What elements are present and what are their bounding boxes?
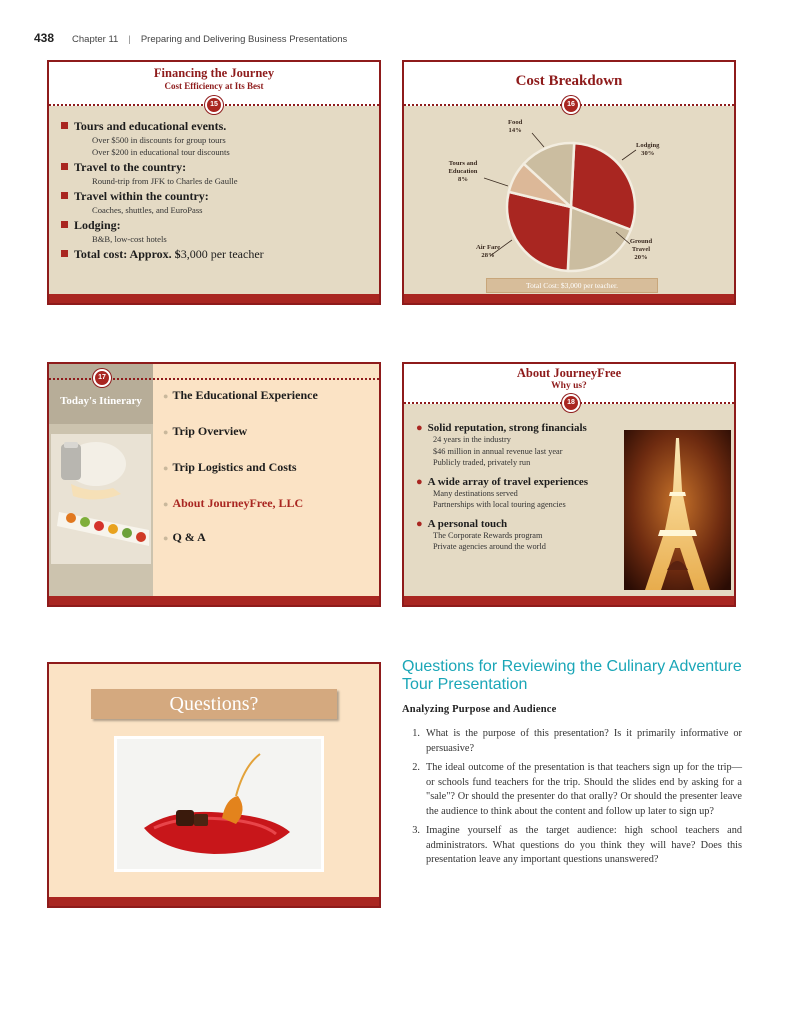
pie-leader-line xyxy=(484,178,508,186)
review-questions xyxy=(402,658,742,873)
food-photo-image xyxy=(51,434,151,564)
slide-subtitle: Cost Efficiency at Its Best xyxy=(164,81,264,91)
question-item: 2. The ideal outcome of the presentation is that teachers sign up for the trip—or schools fund teachers for the trip. Should the slides end by asking for a "sale"? Or should the presenter do that orally? Or should the presenter leave the audience to think about the content and follow up later to sign up? xyxy=(412,762,742,817)
list-item: ● A personal touch The Corporate Rewards program Private agencies around the world xyxy=(416,517,546,551)
bullet-icon xyxy=(61,122,68,129)
bullet-icon: ● xyxy=(416,422,423,434)
slide-questions xyxy=(47,662,381,908)
pie-label-airfare: Air Fare 28% xyxy=(475,244,501,259)
bullet-detail: B&B, low-cost hotels xyxy=(92,234,167,244)
pie-leader-line xyxy=(622,150,636,160)
bullet-icon xyxy=(61,250,68,257)
bullet-icon: ● xyxy=(163,463,169,473)
question-list xyxy=(402,727,742,868)
pie-label-tours: Tours and Education 8% xyxy=(448,160,478,183)
list-item xyxy=(61,217,373,245)
page-number: 438 xyxy=(34,31,55,45)
bullet-icon: ● xyxy=(163,533,169,543)
pie-leader-line xyxy=(532,133,544,147)
bullet-icon: ● xyxy=(416,517,423,530)
bullet-icon xyxy=(61,163,68,170)
list-item xyxy=(61,118,373,158)
agenda-item: ● Q & A xyxy=(163,530,206,544)
slide-about xyxy=(402,362,736,607)
bullet-detail: Round-trip from JFK to Charles de Gaulle xyxy=(92,176,238,186)
slide-number-badge: 17 xyxy=(93,369,111,387)
bullet-label: Travel to the country: xyxy=(74,160,187,174)
slide-footer-bar xyxy=(404,596,734,605)
bullet-icon xyxy=(61,192,68,199)
pie-label-food: Food 14% xyxy=(508,119,523,134)
page-header xyxy=(34,31,347,45)
chapter-label: Chapter 11 xyxy=(72,34,119,45)
eiffel-tower-image xyxy=(624,430,731,590)
list-item xyxy=(61,188,373,216)
questions-banner: Questions? xyxy=(91,689,337,719)
agenda-item: ● Trip Logistics and Costs xyxy=(163,460,297,474)
pie-label-lodging: Lodging 30% xyxy=(636,142,660,157)
slide-footer-bar xyxy=(49,294,379,303)
header-divider: | xyxy=(128,34,131,45)
slide-cost-breakdown xyxy=(402,60,736,305)
list-item: ● A wide array of travel experiences Many destinations served Partnerships with local touring agencies xyxy=(416,475,589,509)
total-cost: Total cost: Approx. $3,000 per teacher xyxy=(61,246,373,262)
bullet-label: Travel within the country: xyxy=(74,189,209,203)
list-item: ● Solid reputation, strong financials 24 years in the industry $46 million in annual revenue last year Publicly traded, privately run xyxy=(416,422,587,467)
slide-footer-bar xyxy=(49,596,379,605)
pie-label-ground: Ground Travel 20% xyxy=(629,238,653,261)
slide-number-badge: 18 xyxy=(562,394,580,412)
total-cost-caption: Total Cost: $3,000 per teacher. xyxy=(486,278,658,293)
slide-title: Financing the Journey xyxy=(153,66,275,80)
slide-title: About JourneyFree xyxy=(516,366,622,380)
bullet-label: Lodging: xyxy=(74,218,121,232)
bullet-icon: ● xyxy=(416,475,423,488)
reasons-list xyxy=(416,416,626,553)
question-item: 3. Imagine yourself as the target audience: high school teachers and administrators. What questions do you think they will have? Does this presentation leave any important questions unanswered? xyxy=(412,825,742,865)
cost-list xyxy=(61,117,373,262)
section-heading: Questions for Reviewing the Culinary Adventure Tour Presentation xyxy=(402,658,742,693)
bullet-icon xyxy=(61,221,68,228)
subheading: Analyzing Purpose and Audience xyxy=(402,704,557,715)
dessert-photo-image xyxy=(114,736,324,872)
list-item xyxy=(61,159,373,187)
chapter-title: Preparing and Delivering Business Presentations xyxy=(140,34,348,45)
agenda-item: ● The Educational Experience xyxy=(163,388,318,402)
bullet-detail: Over $500 in discounts for group tours xyxy=(92,135,226,145)
slide-number-badge: 15 xyxy=(205,96,223,114)
section-title: Today's Itinerary xyxy=(60,395,142,407)
agenda-item: ● Trip Overview xyxy=(163,424,248,438)
slide-subtitle: Why us? xyxy=(551,381,587,391)
bullet-icon: ● xyxy=(163,499,169,509)
bullet-icon: ● xyxy=(163,427,169,437)
bullet-detail: Coaches, shuttles, and EuroPass xyxy=(92,205,203,215)
slide-footer-bar xyxy=(404,294,734,303)
agenda-list xyxy=(163,388,375,566)
slide-footer-bar xyxy=(49,897,379,906)
bullet-label: Tours and educational events. xyxy=(74,119,227,133)
slide-title: Cost Breakdown xyxy=(515,73,623,89)
slide-number-badge: 16 xyxy=(562,96,580,114)
bullet-detail: Over $200 in educational tour discounts xyxy=(92,147,230,157)
bullet-icon: ● xyxy=(163,391,169,401)
agenda-item-current: ● About JourneyFree, LLC xyxy=(163,496,304,510)
slide-financing xyxy=(47,60,381,305)
slide-itinerary xyxy=(47,362,381,607)
question-item: 1. What is the purpose of this presentation? Is it primarily informative or persuasive? xyxy=(412,728,742,754)
